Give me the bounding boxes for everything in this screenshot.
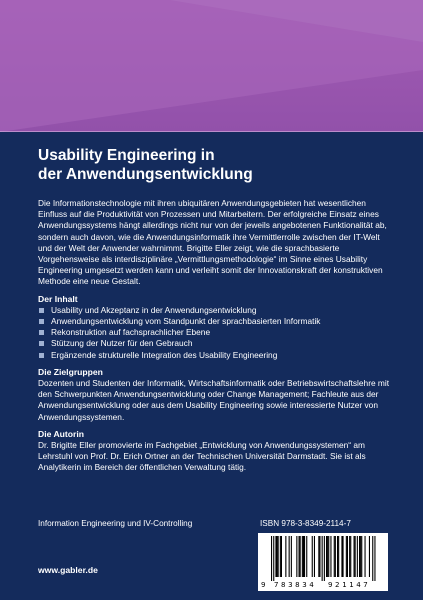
barcode-bar (296, 536, 297, 577)
barcode-bar (328, 536, 329, 577)
barcode-bar (281, 536, 282, 577)
barcode-bar (278, 536, 279, 577)
list-item (38, 316, 391, 327)
barcode-bar (354, 536, 355, 577)
barcode-bar (347, 536, 348, 577)
barcode-group-2: 921147 (328, 580, 371, 589)
barcode-bar (330, 536, 331, 577)
barcode-bar (271, 536, 272, 581)
barcode-bar (322, 536, 323, 581)
barcode-bar (280, 536, 281, 577)
barcode-bar (349, 536, 350, 577)
list-item-text: Usability und Akzeptanz in der Anwendungsentwicklung (51, 304, 257, 315)
barcode-bar (341, 536, 342, 577)
barcode-bar (337, 536, 338, 577)
author-text: Dr. Brigitte Eller promovierte im Fachgebiet „Entwicklung von Anwendungssystemen“ am Lehrstuhl von Prof. Dr. Erich Ortner an der Technischen Universität Darmstadt. Sie ist als Analytikerin im Bereich der öffentlichen Verwaltung tätig. (38, 440, 366, 473)
barcode-bar (361, 536, 362, 577)
barcode-bar (306, 536, 307, 577)
barcode-bar (312, 536, 313, 577)
contents-list (38, 305, 391, 361)
barcode-bar (319, 536, 320, 577)
publisher-url: www.gabler.de (38, 565, 98, 575)
book-title (38, 146, 388, 184)
barcode-group-1: 783834 (274, 580, 317, 589)
barcode-bar (359, 536, 360, 577)
bullet-square-icon (39, 330, 44, 335)
barcode-bar (335, 536, 336, 577)
purple-band (0, 0, 423, 132)
barcode-bar (303, 536, 304, 577)
barcode-bar (277, 536, 278, 577)
audience-text: Dozenten und Studenten der Informatik, Wirtschaftsinformatik oder Betriebswirtschaftslehre mit den Schwerpunkten Anwendungsentwicklung oder Change Management; Fachleute aus der Anwendungsentwicklung oder aus dem Usability Engineering sowie interessierte Nutzer von Anwendungssystemen. (38, 378, 390, 422)
list-item-text: Ergänzende strukturelle Integration des Usability Engineering (51, 349, 278, 360)
barcode-bar (302, 536, 303, 577)
barcode-bar (318, 536, 319, 577)
audience-heading: Die Zielgruppen (38, 366, 103, 377)
series-name: Information Engineering und IV-Controlling (38, 519, 193, 528)
barcode-digits (258, 579, 388, 591)
list-item (38, 305, 391, 316)
blurb (38, 198, 391, 480)
list-item-text: Rekonstruktion auf fachsprachlicher Ebene (51, 327, 211, 338)
title-line-1: Usability Engineering in (38, 147, 215, 164)
barcode-bar (355, 536, 356, 577)
list-item (38, 327, 391, 338)
barcode (258, 533, 388, 591)
barcode-bar (360, 536, 361, 577)
barcode-bar (338, 536, 339, 577)
barcode-bar (299, 536, 300, 577)
barcode-bar (273, 536, 274, 581)
list-item (38, 338, 391, 349)
barcode-bar (291, 536, 292, 577)
barcode-bar (357, 536, 358, 577)
barcode-bar (285, 536, 286, 577)
bullet-square-icon (39, 319, 44, 324)
title-line-2: der Anwendungsentwicklung (38, 166, 253, 183)
barcode-bar (372, 536, 373, 581)
intro-paragraph: Die Informationstechnologie mit ihren ubiquitären Anwendungsgebieten hat wesentlichen Einfluss auf die Produktivität von Prozessen und Mitarbeitern. Der erfolgreiche Einsatz eines Anwendungssystems hängt allerdings nicht nur von der jeweils angebotenen Funktionalität ab, sondern auch davon, wie die Anwendungsinformatik ihre Vermittlerrolle zwischen der IT-Welt und der Welt der Anwender wahrnimmt. Brigitte Eller zeigt, wie die sprachbasierte Vorgehensweise als interdisziplinäre „Vermittlungsmethodologie“ im Sinne eines Usability Engineering umgesetzt werden kann und verleiht somit der Innovationskraft der konstruktiven Methode eine neue Gestalt. (38, 198, 387, 287)
barcode-bar (289, 536, 290, 577)
barcode-bar (327, 536, 328, 577)
barcode-bar (275, 536, 276, 577)
barcode-bar (365, 536, 366, 577)
list-item-text: Anwendungsentwicklung vom Standpunkt der sprachbasierten Informatik (51, 316, 321, 327)
barcode-bar (346, 536, 347, 577)
contents-heading: Der Inhalt (38, 293, 78, 304)
bullet-square-icon (39, 341, 44, 346)
bullet-square-icon (39, 353, 44, 358)
barcode-bar (324, 536, 325, 581)
list-item (38, 350, 391, 361)
barcode-bar (326, 536, 327, 577)
isbn: ISBN 978-3-8349-2114-7 (260, 519, 351, 528)
band-edge (0, 131, 423, 132)
barcode-bar (343, 536, 344, 577)
barcode-bars (258, 533, 388, 581)
barcode-bar (369, 536, 370, 577)
author-heading: Die Autorin (38, 428, 84, 439)
barcode-bar (374, 536, 375, 581)
barcode-lead-digit: 9 (261, 580, 266, 589)
barcode-bar (314, 536, 315, 577)
decorative-wedge (0, 0, 423, 132)
barcode-bar (334, 536, 335, 577)
barcode-bar (350, 536, 351, 577)
list-item-text: Stützung der Nutzer für den Gebrauch (51, 338, 193, 349)
bullet-square-icon (39, 308, 44, 313)
barcode-bar (304, 536, 305, 577)
barcode-bar (300, 536, 301, 577)
